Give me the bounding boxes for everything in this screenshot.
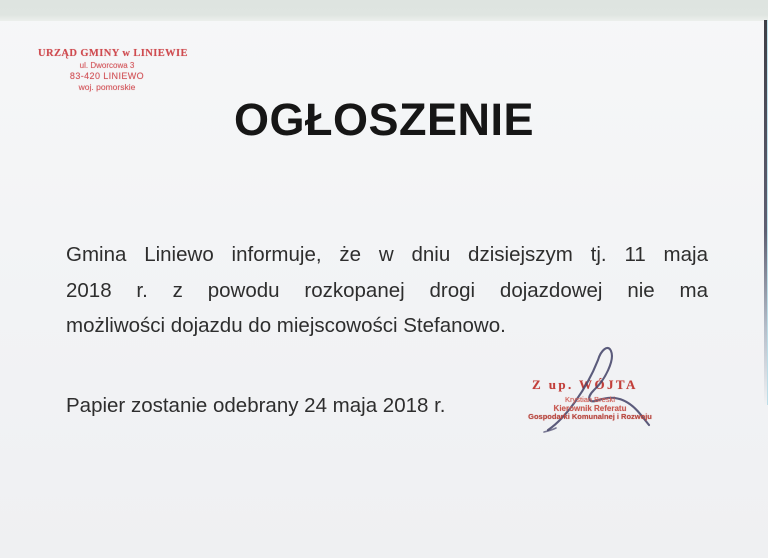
signer-role-line2: Gospodarki Komunalnej i Rozwoju [528, 412, 652, 421]
stamp-office-name: URZĄD GMINY w LINIEWIE [38, 48, 188, 59]
authority-stamp-line: Z up. WÓJTA [532, 377, 638, 392]
sender-address-stamp [38, 48, 188, 92]
stamp-postal-city: 83-420 LINIEWO [69, 71, 145, 81]
paragraph-line-3: możliwości dojazdu do miejscowości Stefanowo. [66, 314, 506, 337]
scan-edge-line [764, 20, 767, 405]
scanner-edge-band [0, 0, 768, 21]
stamp-street: ul. Dworcowa 3 [79, 61, 135, 70]
signature-ink [542, 338, 658, 436]
paper-collection-paragraph: Papier zostanie odebrany 24 maja 2018 r. [66, 394, 446, 417]
paragraph-line-2: 2018 r. z powodu rozkopanej drogi dojazdowej nie ma [66, 278, 708, 302]
signer-name: Krystian Breski [564, 395, 615, 404]
announcement-paragraph [66, 237, 708, 344]
stamp-voivodeship: woj. pomorskie [78, 82, 136, 92]
paragraph-line-1: Gmina Liniewo informuje, że w dniu dzisiejszym tj. 11 maja [66, 243, 708, 266]
signer-role-line1: Kierownik Referatu [553, 404, 627, 413]
announcement-title: OGŁOSZENIE [233, 94, 535, 145]
signature-block [500, 338, 680, 438]
